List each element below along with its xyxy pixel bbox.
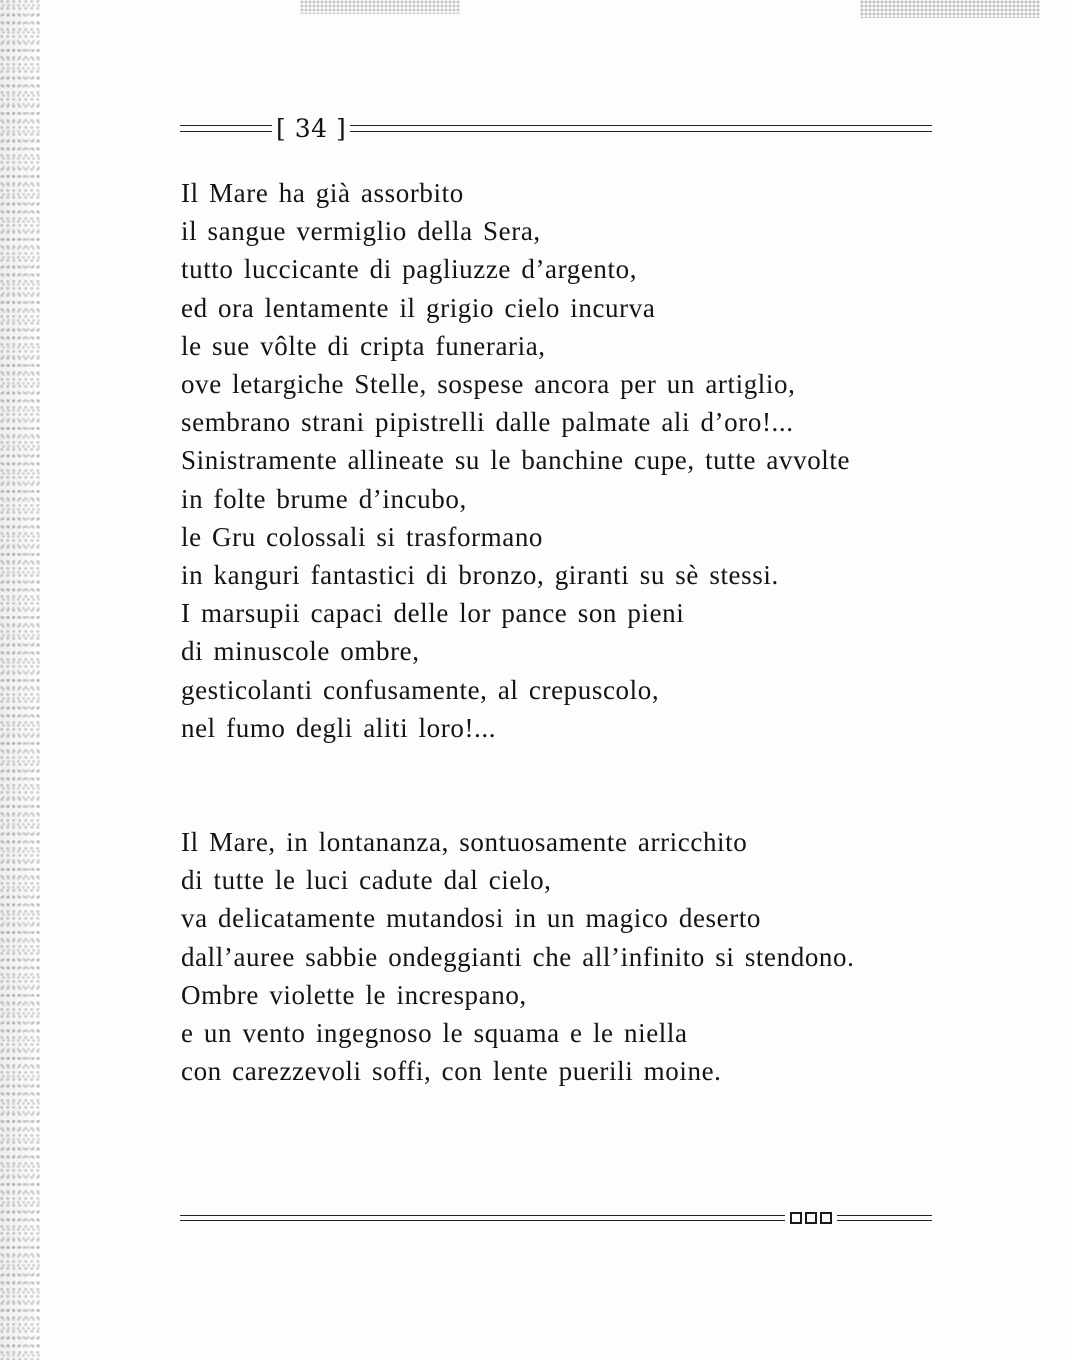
poem-line: Sinistramente allineate su le banchine cupe, tutte avvolte — [181, 445, 851, 476]
poem-line: in kanguri fantastici di bronzo, giranti su sè stessi. — [181, 560, 779, 591]
poem-line: tutto luccicante di pagliuzze d’argento, — [181, 254, 638, 285]
poem-line: in folte brume d’incubo, — [181, 483, 467, 514]
poem-line: Ombre violette le increspano, — [181, 979, 527, 1010]
poem-line: nel fumo degli aliti loro!... — [181, 712, 497, 743]
poem-body — [181, 174, 941, 1090]
poem-line: va delicatamente mutandosi in un magico deserto — [181, 903, 762, 934]
poem-line: il sangue vermiglio della Sera, — [181, 216, 541, 247]
page-footer — [180, 1209, 932, 1227]
poem-line: Il Mare ha già assorbito — [181, 178, 464, 208]
poem-line: ed ora lentamente il grigio cielo incurva — [181, 292, 656, 323]
poem-line: I marsupii capaci delle lor pance son pieni — [181, 598, 685, 629]
poem-line: ove letargiche Stelle, sospese ancora per un artiglio, — [181, 369, 796, 400]
scan-top-right-noise — [860, 0, 1040, 18]
footer-rule-left — [180, 1215, 785, 1221]
poem-line: le Gru colossali si trasformano — [181, 521, 544, 552]
footer-rule-right — [837, 1215, 932, 1221]
square-icon — [820, 1212, 832, 1224]
poem-line: di minuscole ombre, — [181, 636, 420, 667]
square-icon — [805, 1212, 817, 1224]
poem-line: Il Mare, in lontananza, sontuosamente arricchito — [181, 827, 748, 858]
header-rule-left — [180, 125, 272, 132]
poem-line: sembrano strani pipistrelli dalle palmate ali d’oro!... — [181, 407, 794, 438]
poem-line: con carezzevoli soffi, con lente puerili moine. — [181, 1056, 722, 1087]
square-icon — [790, 1212, 802, 1224]
poem-line: dall’auree sabbie ondeggianti che all’infinito si stendono. — [181, 941, 855, 972]
poem-line: e un vento ingegnoso le squama e le niella — [181, 1018, 688, 1049]
poem-line: le sue vôlte di cripta funeraria, — [181, 330, 546, 361]
scan-edge-noise — [0, 0, 40, 1360]
stanza-1 — [181, 174, 941, 747]
scan-top-noise — [300, 0, 460, 14]
square-ornament-icon — [785, 1212, 837, 1224]
header-rule-right — [350, 125, 932, 132]
page-number: [ 34 ] — [276, 113, 347, 143]
poem-line: di tutte le luci cadute dal cielo, — [181, 865, 552, 896]
stanza-2 — [181, 823, 941, 1090]
page-header — [180, 112, 932, 144]
poem-line: gesticolanti confusamente, al crepuscolo, — [181, 674, 660, 705]
